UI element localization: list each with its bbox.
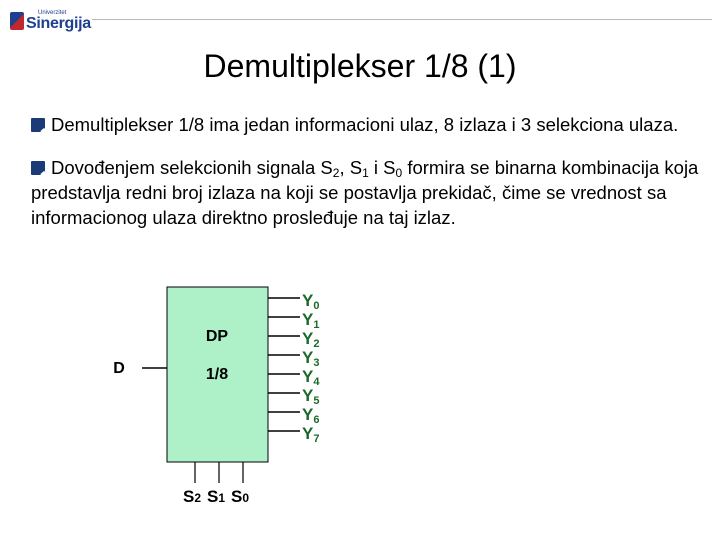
select-label-0: S2 (183, 487, 202, 506)
bullet-text-1: Demultiplekser 1/8 ima jedan informacioni ulaz, 8 izlaza i 3 selekciona ulaza. (51, 114, 679, 135)
block-label: DP (205, 328, 229, 345)
selects-group (183, 462, 249, 506)
input-label: D (113, 360, 125, 377)
block-ratio-label: 1/8 (205, 366, 229, 383)
output-label-5: Y5 (302, 386, 320, 407)
output-label-4: Y4 (302, 367, 320, 388)
subscript-s2: 2 (332, 166, 340, 180)
outputs-group (268, 291, 320, 445)
bullet-text-2-post: formira se binarna kombinacija koja predstavlja redni broj izlaza na koji se postavlja prekidač, čime se vrednost sa informacionog ulaza direktno prosleđuje na taj izlaz. (31, 157, 699, 228)
output-label-2: Y2 (302, 329, 320, 350)
select-label-1: S1 (207, 487, 226, 506)
bullet-text-2-pre: Dovođenjem selekcionih signala S (51, 157, 333, 178)
logo-small-text: Univerzitet (38, 10, 67, 16)
output-label-7: Y7 (302, 424, 320, 445)
subscript-s0: 0 (395, 166, 403, 180)
bullet-text-2-mid2: i S (368, 157, 396, 178)
select-label-2: S0 (231, 487, 250, 506)
bullet-text-2-mid1: , S (339, 157, 363, 178)
output-label-0: Y0 (302, 291, 320, 312)
slide-title: Demultiplekser 1/8 (1) (203, 48, 517, 84)
logo-brand-text: Sinergija (26, 15, 91, 32)
output-label-1: Y1 (302, 310, 320, 331)
output-label-3: Y3 (302, 348, 320, 369)
output-label-6: Y6 (302, 405, 320, 426)
subscript-s1: 1 (362, 166, 369, 180)
